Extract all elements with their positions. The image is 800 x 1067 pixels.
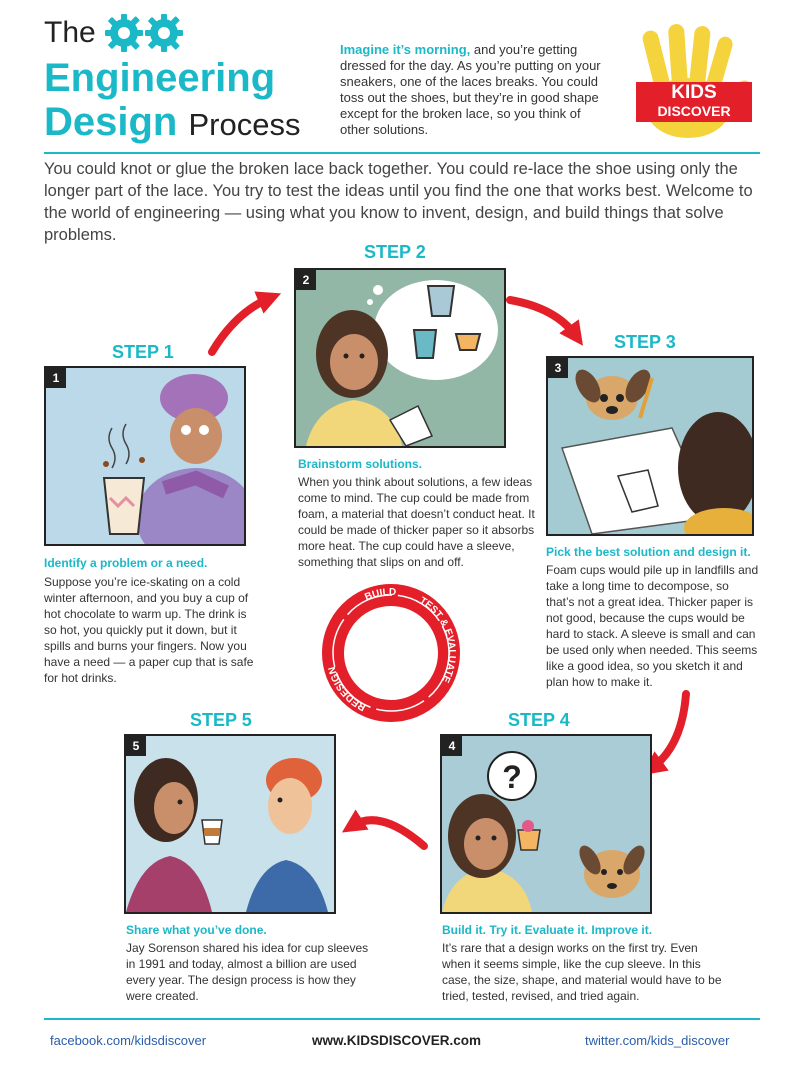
- footer-twitter-link[interactable]: twitter.com/kids_discover: [585, 1033, 730, 1048]
- title-the: The: [44, 16, 96, 49]
- title-process: Process: [188, 107, 301, 142]
- logo-line2: DISCOVER: [657, 103, 731, 119]
- divider-bottom: [44, 1018, 760, 1020]
- step-3-illustration: [546, 356, 754, 536]
- step-2-illustration: [294, 268, 506, 448]
- step-4-subtitle: Build it. Try it. Evaluate it. Improve it.: [442, 923, 653, 937]
- step-4-number: 4: [442, 736, 462, 756]
- step-4-heading: STEP 4: [508, 710, 570, 730]
- step-1-illustration: [44, 366, 246, 546]
- cycle-build: BUILD: [363, 586, 397, 604]
- step-5-number: 5: [126, 736, 146, 756]
- step-3-subtitle: Pick the best solution and design it.: [546, 545, 751, 559]
- arrow-3-to-4: [652, 694, 686, 768]
- step-3-body: Foam cups would pile up in landfills and take a long time to decompose, so that’s not a great idea. Thicker paper is not good, because the cups would be hard to stack. A sleeve is small and can be used only when needed. This seems like a good idea, so you sketch it and plan how to make it.: [546, 563, 759, 689]
- step-4-illustration: [440, 734, 652, 914]
- lead-paragraph: You could knot or glue the broken lace back together. You could re-lace the shoe using only the longer part of the lace. You try to test the ideas until you find the one that works best. Welcome to the world of engineering — using what you know to invent, design, and build things that solve problems.: [44, 160, 753, 244]
- arrow-4-to-5: [352, 820, 424, 846]
- svg-text:?: ?: [502, 759, 522, 795]
- cycle-test: TEST & EVALUATE: [417, 595, 458, 685]
- step-2-number: 2: [296, 270, 316, 290]
- step-5-body: Jay Sorenson shared his idea for cup sleeves in 1991 and today, almost a billion are used every year. The design process is how they were created.: [126, 941, 369, 1003]
- step-1-body: Suppose you’re ice-skating on a cold winter afternoon, and you buy a cup of hot chocolate to warm up. The drink is so hot, you quickly put it down, but it spills and burns your fingers. Now you have a need — a paper cup that is safe for hot drinks.: [44, 575, 254, 685]
- logo-line1: KIDS: [671, 82, 717, 103]
- cycle-redesign: REDESIGN: [326, 665, 368, 713]
- design-cycle-ring: [322, 584, 460, 722]
- step-2-heading: STEP 2: [364, 242, 426, 262]
- step-2-body: When you think about solutions, a few ideas come to mind. The cup could be made from foam, a material that doesn’t conduct heat. It could be made of thicker paper so it absorbs more heat. The cup could have a sleeve, something that slips on and off.: [298, 475, 535, 569]
- step-1-number: 1: [46, 368, 66, 388]
- step-1-heading: STEP 1: [112, 342, 174, 362]
- step-3-heading: STEP 3: [614, 332, 676, 352]
- step-3-number: 3: [548, 358, 568, 378]
- step-5-heading: STEP 5: [190, 710, 252, 730]
- arrow-2-to-3: [510, 300, 576, 336]
- step-1-subtitle: Identify a problem or a need.: [44, 556, 208, 570]
- footer-facebook-link[interactable]: facebook.com/kidsdiscover: [50, 1033, 207, 1048]
- step-2-subtitle: Brainstorm solutions.: [298, 457, 423, 471]
- step-5-illustration: [124, 734, 336, 914]
- step-5-subtitle: Share what you’ve done.: [126, 923, 267, 937]
- footer-website-link[interactable]: www.KIDSDISCOVER.com: [312, 1033, 482, 1048]
- title-engineering: Engineering: [44, 56, 276, 100]
- arrow-1-to-2: [212, 298, 270, 352]
- step-4-body: It’s rare that a design works on the first try. Even when it seems simple, like the cup sleeve. In this case, the size, shape, and material would have to be tried, tested, revised, and tried again.: [442, 941, 722, 1003]
- intro-lead: Imagine it’s morning,: [340, 42, 471, 57]
- intro-text: and you’re getting dressed for the day. As you’re putting on your sneakers, one of the laces breaks. You could toss out the shoes, but they’re in good shape except for the broken lace, so you think of other solutions.: [340, 42, 601, 137]
- title-design: Design: [44, 100, 178, 144]
